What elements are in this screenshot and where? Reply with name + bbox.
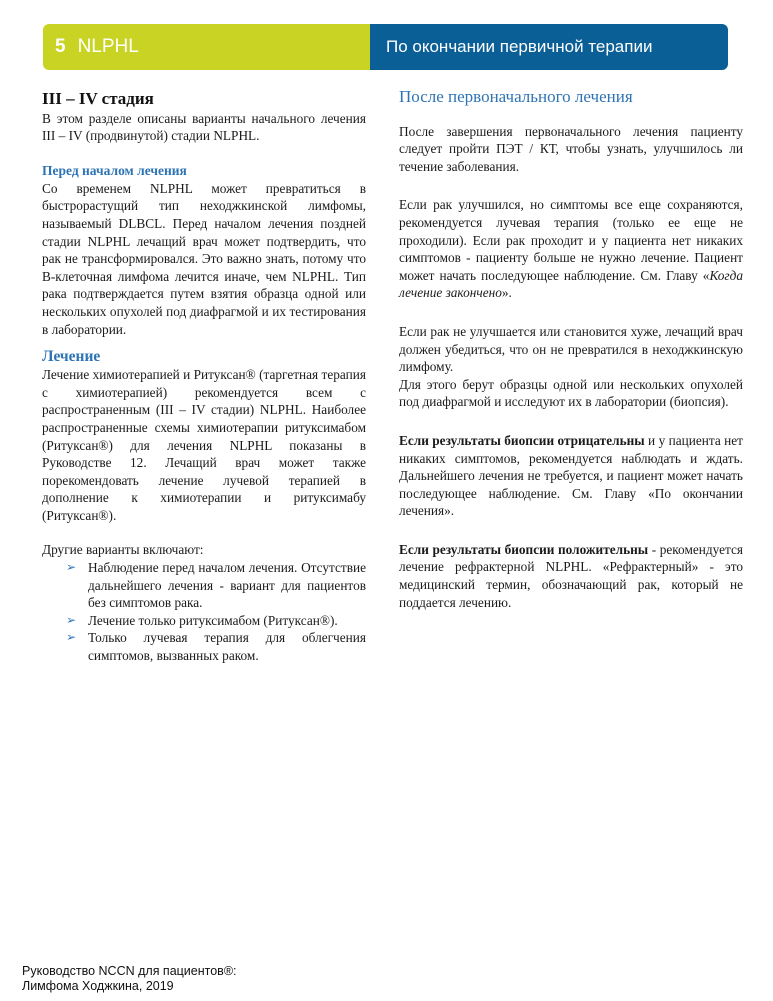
arrow-bullet-icon: ➢ xyxy=(66,560,77,575)
chapter-number: 5 xyxy=(55,36,66,57)
footer-line-2: Лимфома Ходжкина, 2019 xyxy=(22,979,174,993)
options-list xyxy=(42,559,366,665)
chapter-tab xyxy=(43,24,370,70)
right-section-title: После первоначального лечения xyxy=(399,87,633,106)
list-item: ➢ Наблюдение перед началом лечения. Отсутствие дальнейшего лечения - вариант для пациентов без симптомов рака. xyxy=(66,560,366,611)
before-treatment-paragraph: Со временем NLPHL может превратиться в быстрорастущий тип неходжкинской лимфомы, называемый DLBCL. Перед началом лечения поздней стадии NLPHL лечащий врач может подтвердить, что рак не трансформировался. Это важно знать, потому что В-клеточная лимфома лечится иначе, чем NLPHL. Тип рака подтверждается путем взятия образца одной или нескольких опухолей под диафрагмой и их тестирования в лаборатории. xyxy=(42,180,366,337)
right-column xyxy=(399,86,743,611)
footer-line-1: Руководство NCCN для пациентов®: xyxy=(22,964,237,978)
footer xyxy=(22,964,237,994)
before-treatment-heading: Перед началом лечения xyxy=(42,162,187,178)
left-column xyxy=(42,86,366,665)
section-title: По окончании первичной терапии xyxy=(370,24,728,70)
chapter-title: NLPHL xyxy=(77,36,139,57)
stage-title: III – IV стадия xyxy=(42,89,154,108)
other-options-intro: Другие варианты включают: xyxy=(42,542,204,558)
list-item: ➢ Лечение только ритуксимабом (Ритуксан®). xyxy=(66,612,338,628)
pet-ct-paragraph: После завершения первоначального лечения пациенту следует пройти ПЭТ / КТ, чтобы узнать, улучшилось ли течение заболевания. xyxy=(399,123,743,174)
chapter-header xyxy=(43,24,728,70)
intro-paragraph: В этом разделе описаны варианты начального лечения III – IV (продвинутой) стадии NLPHL. xyxy=(42,110,366,144)
biopsy-paragraph: Для этого берут образцы одной или нескольких опухолей под диафрагмой и исследуют их в лаборатории (биопсия). xyxy=(399,376,743,410)
arrow-bullet-icon: ➢ xyxy=(66,630,77,645)
treatment-heading: Лечение xyxy=(42,348,101,366)
positive-biopsy-paragraph: Если результаты биопсии положительны - рекомендуется лечение рефрактерной NLPHL. «Рефрактерный» - это медицинский термин, обозначающий рак, который не поддается лечению. xyxy=(399,541,744,610)
list-item: ➢ Только лучевая терапия для облегчения симптомов, вызванных раком. xyxy=(66,630,366,664)
not-improved-paragraph: Если рак не улучшается или становится хуже, лечащий врач должен убедиться, что он не превратился в неходжкинскую лимфому. xyxy=(399,323,743,375)
treatment-paragraph: Лечение химиотерапией и Ритуксан® (таргетная терапия с химиотерапией) рекомендуется всем с распространенным (III – IV стадии) NLPHL. Наиболее распространенные схемы химиотерапии ритуксимабом (Ритуксан®) для лечения NLPHL показаны в Руководстве 12. Лечащий врач может также порекомендовать лечение лучевой терапией в дополнение к химиотерапии и ритуксимабу (Ритуксан®). xyxy=(42,367,366,523)
negative-biopsy-paragraph: Если результаты биопсии отрицательны и у пациента нет никаких симптомов, рекомендуется наблюдать и ждать. Дальнейшего лечения не требуется, и пациент может начать последующее наблюдение. См. Главу «По окончании лечения». xyxy=(399,432,743,519)
arrow-bullet-icon: ➢ xyxy=(66,612,77,627)
improved-paragraph: Если рак улучшился, но симптомы все еще сохраняются, рекомендуется лучевая терапия (только ее еще не проходили). Если рак проходит и у пациента нет никаких симптомов - пациенту больше не нужно лечение. Пациент может начать последующее наблюдение. См. Главу «Когда лечение закончено». xyxy=(399,197,743,301)
